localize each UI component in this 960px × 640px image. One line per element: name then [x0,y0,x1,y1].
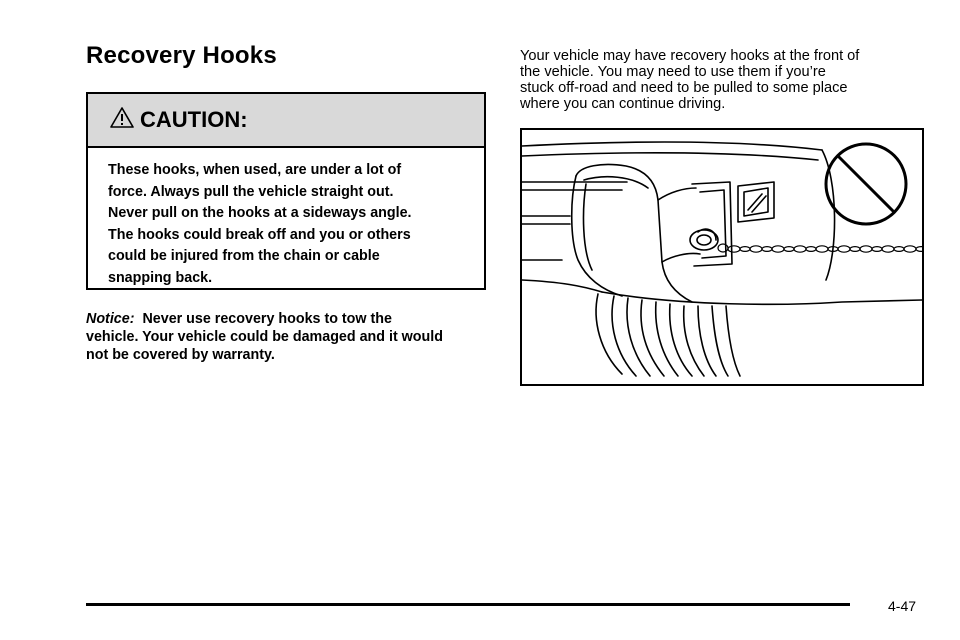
caution-text [88,148,484,289]
notice-line: Never use recovery hooks to tow the [142,311,392,327]
caution-line: Never pull on the hooks at a sideways angle. [108,205,412,221]
caution-box [86,92,486,290]
prohibition-icon [826,144,906,224]
notice-label: Notice: [86,311,135,327]
intro-line: the vehicle. You may need to use them if you’re [520,64,826,80]
caution-header [88,94,484,148]
page-number: 4-47 [888,598,917,614]
intro-paragraph [520,48,920,112]
footer-rule [86,603,850,606]
notice-paragraph [86,310,496,364]
caution-line: could be injured from the chain or cable [108,248,380,264]
recovery-hook-illustration [522,130,922,384]
caution-line: force. Always pull the vehicle straight out. [108,183,394,200]
warning-icon [110,106,134,130]
intro-line: where you can continue driving. [520,96,726,112]
notice-line: vehicle. Your vehicle could be damaged and it would [86,329,443,345]
notice-line: not be covered by warranty. [86,347,275,363]
recovery-hook-figure [520,128,924,386]
intro-line: stuck off-road and need to be pulled to some place [520,80,848,96]
caution-heading: CAUTION: [140,107,248,132]
caution-line: snapping back. [108,269,213,286]
page-title: Recovery Hooks [86,42,277,69]
intro-line: Your vehicle may have recovery hooks at the front of [520,48,860,64]
caution-line: These hooks, when used, are under a lot of [108,162,402,178]
caution-line: The hooks could break off and you or others [108,226,411,243]
